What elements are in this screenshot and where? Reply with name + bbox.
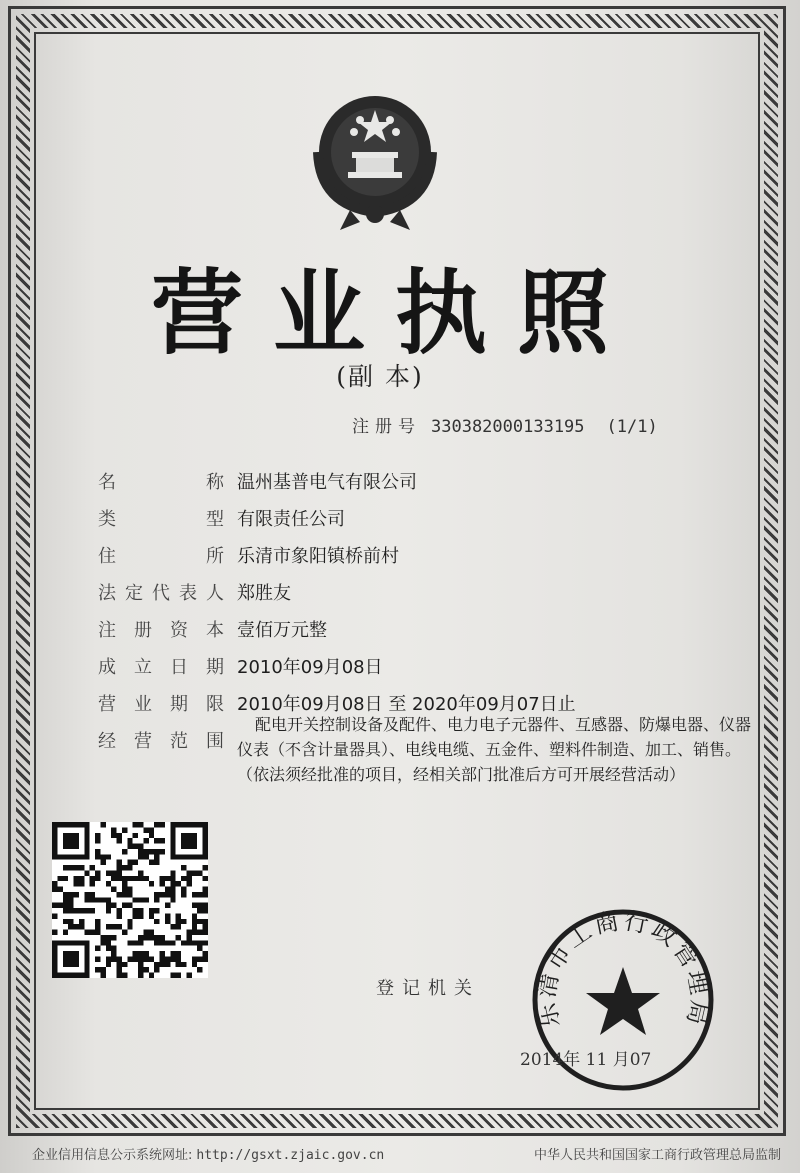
issue-date: 2014年 11 月07 bbox=[520, 1050, 652, 1070]
field-label-char: 法 bbox=[98, 583, 116, 604]
field-label-char: 立 bbox=[134, 657, 152, 678]
field-label-char: 资 bbox=[170, 620, 188, 641]
field-label bbox=[98, 505, 224, 531]
field-label bbox=[98, 542, 224, 568]
field-label-char: 表 bbox=[179, 583, 197, 604]
business-scope-text: 配电开关控制设备及配件、电力电子元器件、互感器、防爆电器、仪器仪表（不含计量器具）、电线电缆、五金件、塑料件制造、加工、销售。（依法须经批准的项目，经相关部门批准后方可开展经营活动） bbox=[237, 715, 752, 784]
field-label-char: 日 bbox=[170, 657, 188, 678]
field-label-char: 成 bbox=[98, 657, 116, 678]
field-label bbox=[98, 653, 224, 679]
field-label bbox=[98, 468, 224, 494]
field-value: 2010年09月08日 至 2020年09月07日止 bbox=[237, 694, 576, 715]
field-label-char: 注 bbox=[98, 620, 116, 641]
page-title: 营业执照 bbox=[150, 260, 639, 367]
registration-number-line bbox=[352, 412, 658, 437]
field-value: 壹佰万元整 bbox=[237, 620, 327, 641]
field-label-char: 类 bbox=[98, 509, 116, 530]
field-label-char: 经 bbox=[98, 731, 116, 752]
footer-issuer: 中华人民共和国国家工商行政管理总局监制 bbox=[534, 1148, 782, 1163]
field-label bbox=[98, 690, 224, 716]
field-row bbox=[98, 468, 738, 505]
field-label-char: 本 bbox=[206, 620, 224, 641]
field-label-char: 业 bbox=[134, 694, 152, 715]
registration-number: 330382000133195 bbox=[431, 417, 585, 437]
field-label-char: 围 bbox=[206, 731, 224, 752]
field-label bbox=[98, 727, 224, 753]
qr-code-icon bbox=[52, 822, 208, 978]
field-label bbox=[98, 579, 224, 605]
footer-website-url[interactable]: http://gsxt.zjaic.gov.cn bbox=[196, 1148, 385, 1163]
field-label-char: 限 bbox=[206, 694, 224, 715]
field-row bbox=[98, 616, 738, 653]
field-label-char: 期 bbox=[170, 694, 188, 715]
field-row bbox=[98, 505, 738, 542]
footer-website-label: 企业信用信息公示系统网址: bbox=[32, 1148, 193, 1163]
field-label-char: 称 bbox=[206, 472, 224, 493]
field-row bbox=[98, 653, 738, 690]
field-label-char: 名 bbox=[98, 472, 116, 493]
field-value: 有限责任公司 bbox=[237, 509, 345, 530]
footer-website bbox=[32, 1144, 384, 1163]
field-value: 温州基普电气有限公司 bbox=[237, 472, 417, 493]
seal-text: 乐清市工商行政管理局 bbox=[532, 906, 714, 1031]
field-label-char: 册 bbox=[134, 620, 152, 641]
field-label-char: 营 bbox=[134, 731, 152, 752]
field-row bbox=[98, 579, 738, 616]
field-label-char: 所 bbox=[206, 546, 224, 567]
page-indicator: (1/1) bbox=[606, 417, 658, 437]
field-label-char: 住 bbox=[98, 546, 116, 567]
field-label bbox=[98, 616, 224, 642]
field-label-char: 期 bbox=[206, 657, 224, 678]
field-label-char: 代 bbox=[152, 583, 170, 604]
national-emblem-icon bbox=[300, 80, 450, 235]
field-label-char: 定 bbox=[125, 583, 143, 604]
field-value: 郑胜友 bbox=[237, 583, 291, 604]
registration-label: 注册号 bbox=[352, 417, 421, 437]
field-label-char: 人 bbox=[206, 583, 224, 604]
field-label-char: 营 bbox=[98, 694, 116, 715]
registration-authority-label: 登记机关 bbox=[376, 978, 480, 999]
field-label-char: 型 bbox=[206, 509, 224, 530]
field-row bbox=[98, 542, 738, 579]
field-value: 2010年09月08日 bbox=[237, 657, 383, 678]
field-value: 乐清市象阳镇桥前村 bbox=[237, 546, 399, 567]
field-label-char: 范 bbox=[170, 731, 188, 752]
copy-subtitle: (副 本) bbox=[336, 362, 424, 391]
